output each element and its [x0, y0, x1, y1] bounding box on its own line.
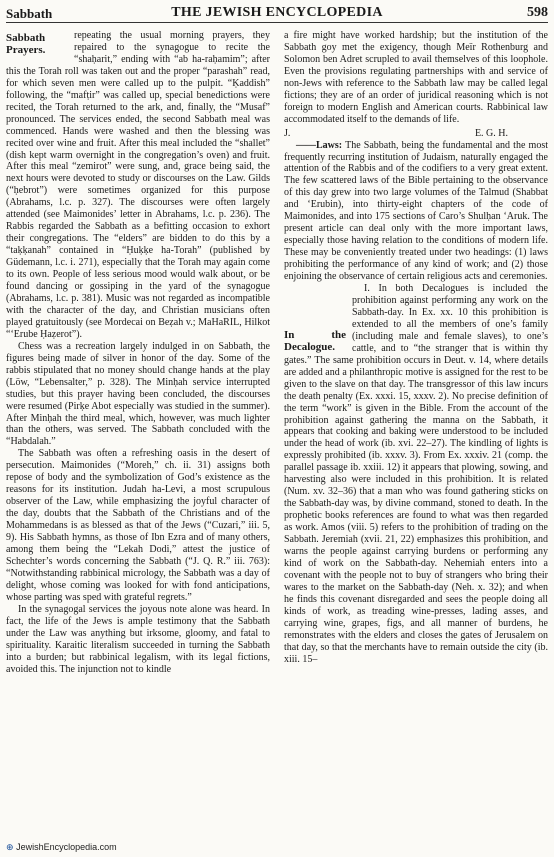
- sidenote-sabbath-prayers: Sabbath Prayers.: [6, 32, 46, 56]
- paragraph: a fire might have worked hardship; but the institution of the Sabbath goy met the exigency, though Meïr Rothenburg and Solomon ben Adret scrupled to avail themselves of this loophole. Even the provisions regulating partnerships with and service of non-Jews with reference to the Sabbath law may be called legal fictions; they are of an order of juridical reasoning which is not foreign to modern English and American courts. Rabbinical law accommodated itself to the demands of life.: [284, 30, 548, 125]
- footer-url[interactable]: JewishEncyclopedia.com: [16, 842, 117, 852]
- paragraph: In the synagogal services the joyous note alone was heard. In fact, the life of the Jews is ample testimony that the Sabbath under the Law was anything but irksome, gloomy, and fatal to spirituality. Karaitic literalism succeeded in turning the Sabbath into a burden; but rabbinical legalism, with its legal fictions, avoided this. The injunction not to kindle: [6, 603, 270, 675]
- laws-heading: ——Laws:: [296, 139, 343, 151]
- laws-paragraph: [284, 140, 548, 283]
- page-number: 598: [527, 5, 548, 20]
- paragraph: The Sabbath was often a refreshing oasis in the desert of persecution. Maimonides (“Moreh,” ch. ii. 31) assigns both repose of body and the symbolization of God’s existence as the reasons for its institution. Judah ha-Levi, a most scrupulous observer of the Law, while emphasizing the joyful character of the day, doubts that the Sabbath of the Christians and of the Mohammedans is as blessed as that of the Jews (“Cuzari,” iii. 5, 9). His Sabbath hymns, as those of Ibn Ezra and of many others, among them being the “Lekah Dodi,” attest the justice of Schechter’s words concerning the Sabbath (“J. Q. R.” iii. 763): “Notwithstanding rabbinical micrology, the Sabbath was a day of delight, whose coming was looked for with fond anticipations, whose parting was sped with grateful regrets.”: [6, 448, 270, 603]
- paragraph: [6, 30, 270, 341]
- header-section-title: Sabbath: [6, 6, 53, 21]
- paragraph: [284, 283, 548, 666]
- sidenote-in-the-decalogue: In the Decalogue.: [284, 329, 346, 354]
- paragraph: Chess was a recreation largely indulged in on Sabbath, the figures being made of silver in honor of the day. Some of the rabbis stipulated that no money should change hands at the play (Löw, “Lebensalter,” p. 328). The Minḥah service interrupted studies, but this prayer having been concluded, the discourses were resumed (Pirḳe Abot especially was studied in the summer). After Minḥah the third meal, which, however, was much lighter than the others, was served. The Sabbath concluded with the “Habdalah.”: [6, 340, 270, 448]
- running-header: [6, 4, 548, 23]
- laws-text: The Sabbath, being the fundamental and the most frequently recurring institution of Judaism, naturally engaged the attention of the Rabbis and of the codifiers to a very great extent. The few scattered laws of the Bible pertaining to the observance of this day grew into two large volumes of the Talmud (Shabbat and ‘Erubin), into thirty-eight chapters of the code of Maimonides, and into 175 sections of Caro’s Shulḥan ‘Aruk. The present article can deal only with the more important laws, especially those having relation to the conditions of modern life. These may be conveniently treated under two headings: (1) laws prohibiting the performance of any kind of work; and (2) those enjoining the observance of certain religious acts and ceremonies.: [284, 139, 548, 283]
- signature-initial: J.: [284, 127, 291, 139]
- globe-icon: ⊕: [6, 842, 14, 852]
- left-column: [6, 30, 270, 675]
- right-column: [284, 30, 548, 666]
- author-signature: [284, 128, 548, 140]
- signature-author: E. G. H.: [474, 127, 508, 139]
- paragraph-text: I. In both Decalogues is included the prohibition against performing any work on the Sabbath-day. In Ex. xx. 10 this prohibition is extended to all the members of one’s family (including male and female slaves), to one’s cattle, and to “the stranger that is within thy gates.” The same prohibition occurs in Deut. v. 14, where details are added and a philanthropic motive is assigned for the rest to be given to the slave on that day. The transgressor of this law incurs the death penalty (Ex. xxxi. 15, xxxv. 2). No precise definition of the term “work” is given in the Bible. From the account of the prohibition against gathering the manna on the Sabbath, it appears that cooking and baking were understood to be included under the head of work (ib. xvi. 22–27). The kindling of lights is expressly prohibited (ib. xxxv. 3). From Ex. xxxiv. 21 (comp. the parallel passage ib. xxiii. 12) it appears that plowing, sowing, and harvesting also were included in this prohibition. It is related (Num. xv. 32–36) that a man who was found gathering sticks on the Sabbath-day was, by divine command, stoned to death. In the prophetic books references are found to what was then regarded as work. Amos (viii. 5) refers to the prohibition of trading on the Sabbath. Jeremiah (xvii. 21, 22) emphasizes this prohibition, and warns the people against carrying burdens or performing any kind of work on the Sabbath-day. Nehemiah enters into a covenant with the people not to buy of strangers who bring their wares to the market on the Sabbath-day (Neh. x. 32); and when he finds this covenant disregarded and sees the people doing all kinds of work, as treading wine-presses, lading asses, and carrying wine, grapes, figs, and all manner of burdens, he remonstrates with the elders and closes the gates of Jerusalem on that day, so that the merchants have to remain outside the city (ib. xiii. 15–: [284, 283, 548, 665]
- footer: [6, 842, 117, 853]
- paragraph-text: repeating the usual morning prayers, they repaired to the synagogue to recite the “shaḥarit,” ending with “ab ha-raḥamim”; after this the Torah roll was taken out and the proper “parashah” read, for which seven men were called up to the pulpit. “Ḳaddish” following, the “mafṭir” was called up, special benedictions were recited, the Torah returned to the ark, and, finally, the “Musaf” pronounced. The services ended, the second Sabbath meal was commenced. Hands were washed and then the blessing was recited over wine and fruit. After this meal included the “shallet” (dish kept warm overnight in the congregation’s oven) and fruit. After this meal “zemirot” were sung, and, grace being said, the next hours were devoted to study or discourses on the Law. Gilds (“ḥebrot”) were sometimes organized for this purpose (Abrahams, l.c. p. 327). The discourses were often largely attended (see Maimonides’ letter in Abrahams, l.c. p. 236). The Rabbis regarded the Sabbath as a befitting occasion to exhort their congregations. The “elders” are bidden to do this by a “taḳḳanah” contained in “Ḥuḳḳe ha-Torah” (published by Güdemann, l.c. i. 271), especially that the Torah may again come to its own. People of less serious mood would walk about, or be found dancing or gossiping in the yard of the synagogue (Abrahams, l.c. p. 381). Music was not regarded as incompatible with the character of the day, and Christian musicians often played gratuitously (see Mordecai on Beẓah v.; MaHaRIL, Hilkot “‘Erube Ḥaẓerot”).: [6, 30, 270, 340]
- header-encyclopedia-title: THE JEWISH ENCYCLOPEDIA: [171, 5, 383, 20]
